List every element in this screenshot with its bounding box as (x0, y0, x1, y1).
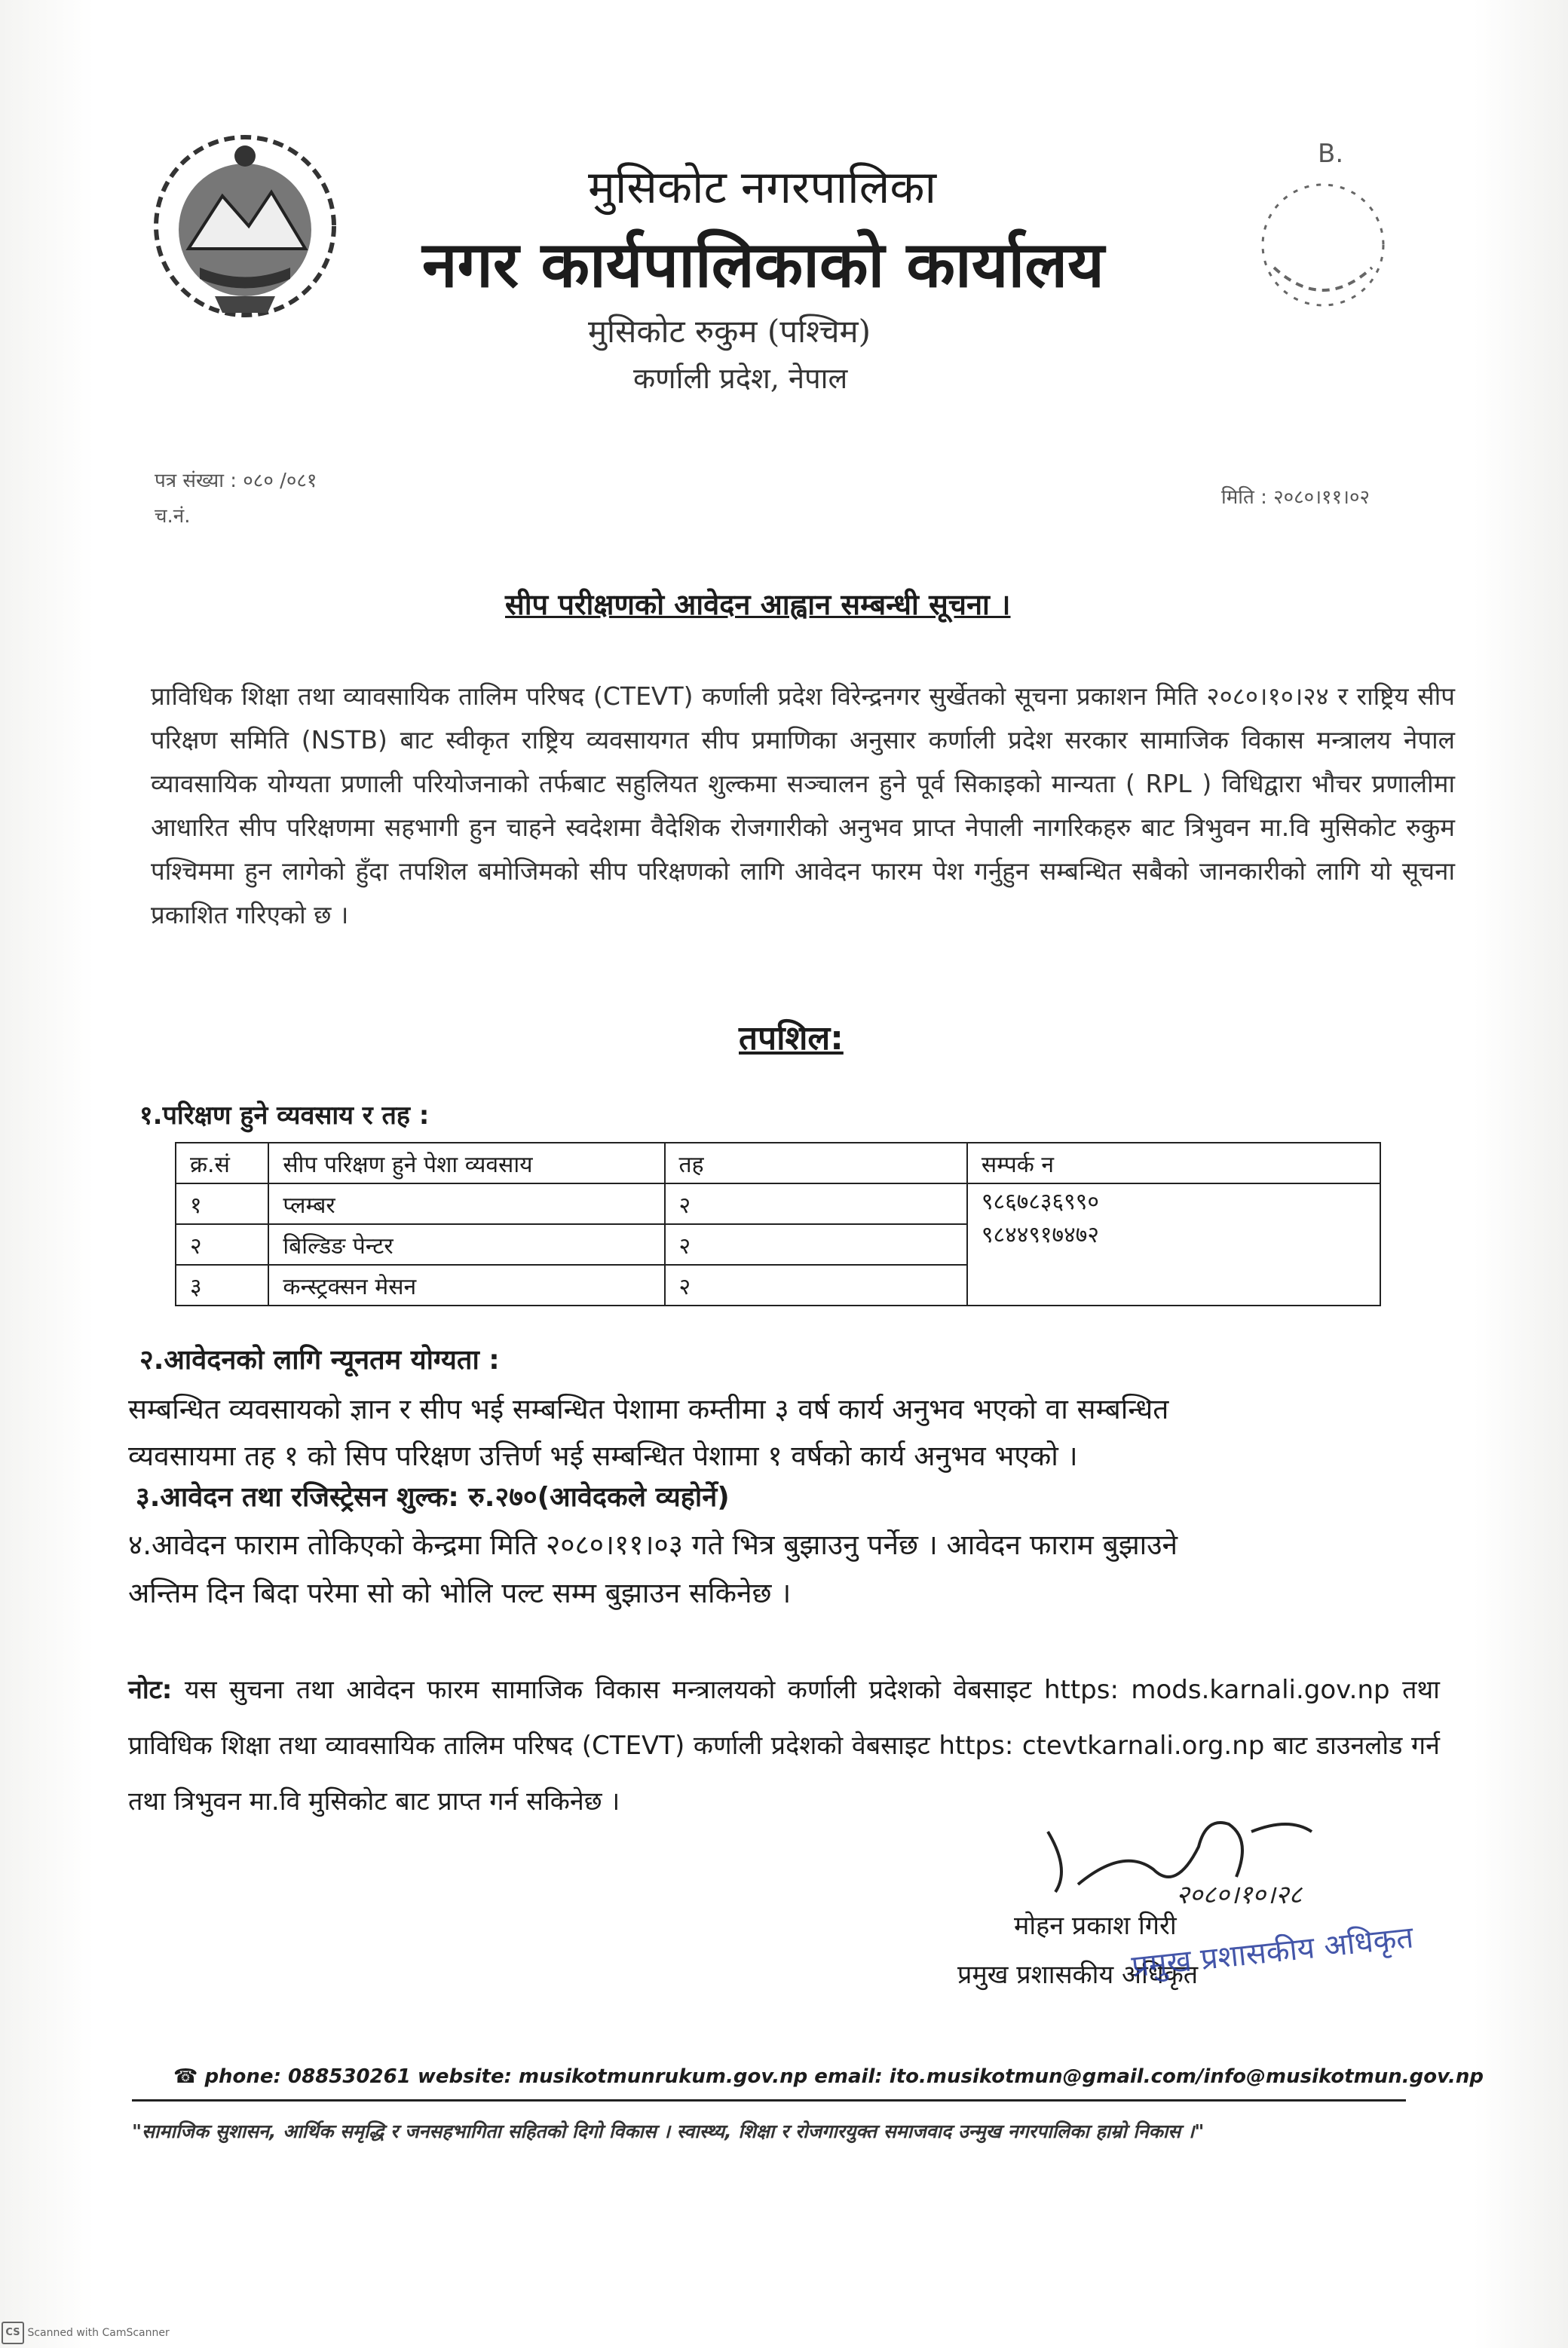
row-level: २ (665, 1224, 967, 1265)
note-text: यस सुचना तथा आवेदन फारम सामाजिक विकास मन्त्रालयको कर्णाली प्रदेशको वेबसाइट https: mods.karnali.gov.np तथा प्राविधिक शिक्षा तथा व्यावसायिक तालिम परिषद (CTEVT) कर्णाली प्रदेशको वेबसाइट https: ctevtkarnali.org.np बाट डाउनलोड गर्न तथा त्रिभुवन मा.वि मुसिकोट बाट प्राप्त गर्न सकिनेछ । (128, 1675, 1440, 1817)
row-trade: प्लम्बर (268, 1183, 664, 1224)
section2-line1: सम्बन्धित व्यवसायको ज्ञान र सीप भई सम्बन्धित पेशामा कम्तीमा ३ वर्ष कार्य अनुभव भएको वा सम्बन्धित (128, 1393, 1169, 1425)
address-line: मुसिकोट रुकुम (पश्चिम) (588, 313, 871, 350)
scanner-watermark (0, 2322, 170, 2344)
contact-number: ९८६७८३६९९० (981, 1189, 1099, 1215)
intro-paragraph: प्राविधिक शिक्षा तथा व्यावसायिक तालिम परिषद (CTEVT) कर्णाली प्रदेश विरेन्द्रनगर सुर्खेतको सूचना प्रकाशन मिति २०८०।१०।२४ र राष्ट्रिय सीप परिक्षण समिति (NSTB) बाट स्वीकृत राष्ट्रिय व्यवसायगत सीप प्रमाणिका अनुसार कर्णाली प्रदेश सरकार सामाजिक विकास मन्त्रालय नेपाल व्यावसायिक योग्यता प्रणाली परियोजनाको तर्फबाट सहुलियत शुल्कमा सञ्चालन हुने पूर्व सिकाइको मान्यता ( RPL ) विधिद्वारा भौचर प्रणालीमा आधारित सीप परिक्षणमा सहभागी हुन चाहने स्वदेशमा वैदेशिक रोजगारीको अनुभव प्राप्त नेपाली नागरिकहरु बाट त्रिभुवन मा.वि मुसिकोट रुकुम पश्चिममा हुन लागेको हुँदा तपशिल बमोजिमको सीप परिक्षणको लागि आवेदन फारम पेश गर्नुहुन सम्बन्धित सबैको जानकारीको लागि यो सूचना प्रकाशित गरिएको छ । (151, 681, 1455, 929)
letter-date: मिति : २०८०।११।०२ (1221, 486, 1370, 509)
footer-contact: ☎ phone: 088530261 website: musikotmunrukum.gov.np email: ito.musikotmun@gmail.com/info@musikotmun.gov.np (173, 2065, 1484, 2088)
signature-scribble-icon (1003, 1802, 1342, 1922)
table-header-row (176, 1143, 1380, 1183)
trade-table (175, 1142, 1381, 1306)
signature-date: २०८०।१०।२८ (1176, 1880, 1303, 1910)
scanner-text: Scanned with CamScanner (27, 2327, 170, 2339)
signatory-name: मोहन प्रकाश गिरी (1014, 1911, 1177, 1941)
signatory-title: प्रमुख प्रशासकीय अधिकृत (957, 1960, 1199, 1990)
nepal-emblem-icon (143, 124, 347, 328)
header-level: तह (665, 1143, 967, 1183)
table-row (176, 1183, 1380, 1224)
row-level: २ (665, 1183, 967, 1224)
header-contact: सम्पर्क न (967, 1143, 1380, 1183)
row-trade: बिल्डिङ पेन्टर (268, 1224, 664, 1265)
contact-cell (967, 1183, 1380, 1306)
section4-line1: ४.आवेदन फाराम तोकिएको केन्द्रमा मिति २०८०।११।०३ गते भित्र बुझाउनु पर्नेछ । आवेदन फाराम बुझाउने (128, 1529, 1178, 1561)
section3-title: ३.आवेदन तथा रजिस्ट्रेसन शुल्क: रु.२७०(आवेदकले व्यहोर्ने) (136, 1482, 730, 1513)
notice-subject: सीप परीक्षणको आवेदन आह्वान सम्बन्धी सूचना । (505, 588, 1011, 621)
row-trade: कन्स्ट्रक्सन मेसन (268, 1265, 664, 1306)
row-sn: १ (176, 1183, 268, 1224)
dispatch-number: च.नं. (155, 505, 191, 528)
tapsil-heading: तपशिल: (739, 1019, 844, 1058)
section1-title: १.परिक्षण हुने व्यवसाय र तह : (139, 1101, 430, 1131)
section4-line2: अन्तिम दिन बिदा परेमा सो को भोलि पल्ट सम्म बुझाउन सकिनेछ । (128, 1577, 792, 1609)
footer-divider (132, 2099, 1406, 2102)
municipality-name: मुसिकोट नगरपालिका (588, 161, 936, 214)
section2-title: २.आवेदनको लागि न्यूनतम योग्यता : (139, 1345, 500, 1376)
letter-number: पत्र संख्या : ०८० /०८१ (155, 470, 317, 492)
section2-line2: व्यवसायमा तह १ को सिप परिक्षण उत्तिर्ण भई सम्बन्धित पेशामा १ वर्षको कार्य अनुभव भएको । (128, 1440, 1078, 1472)
header-sn: क्र.सं (176, 1143, 268, 1183)
contact-number: ९८४४९१७४७२ (981, 1222, 1099, 1248)
camscanner-logo-icon: CS (2, 2322, 24, 2344)
seal-stamp-icon (1236, 132, 1410, 328)
note-label: नोट: (128, 1675, 173, 1705)
office-name: नगर कार्यपालिकाको कार्यालय (422, 227, 1104, 302)
svg-text:B.: B. (1318, 139, 1344, 169)
header-trade: सीप परिक्षण हुने पेशा व्यवसाय (268, 1143, 664, 1183)
row-sn: २ (176, 1224, 268, 1265)
row-level: २ (665, 1265, 967, 1306)
footer-motto: "सामाजिक सुशासन, आर्थिक समृद्धि र जनसहभागिता सहितको दिगो विकास । स्वास्थ्य, शिक्षा र रोजगारयुक्त समाजवाद उन्मुख नगरपालिका हाम्रो निकास ।" (132, 2120, 1205, 2142)
province-line: कर्णाली प्रदेश, नेपाल (633, 362, 848, 395)
row-sn: ३ (176, 1265, 268, 1306)
officer-stamp: प्रमुख प्रशासकीय अधिकृत (1129, 1920, 1416, 1985)
